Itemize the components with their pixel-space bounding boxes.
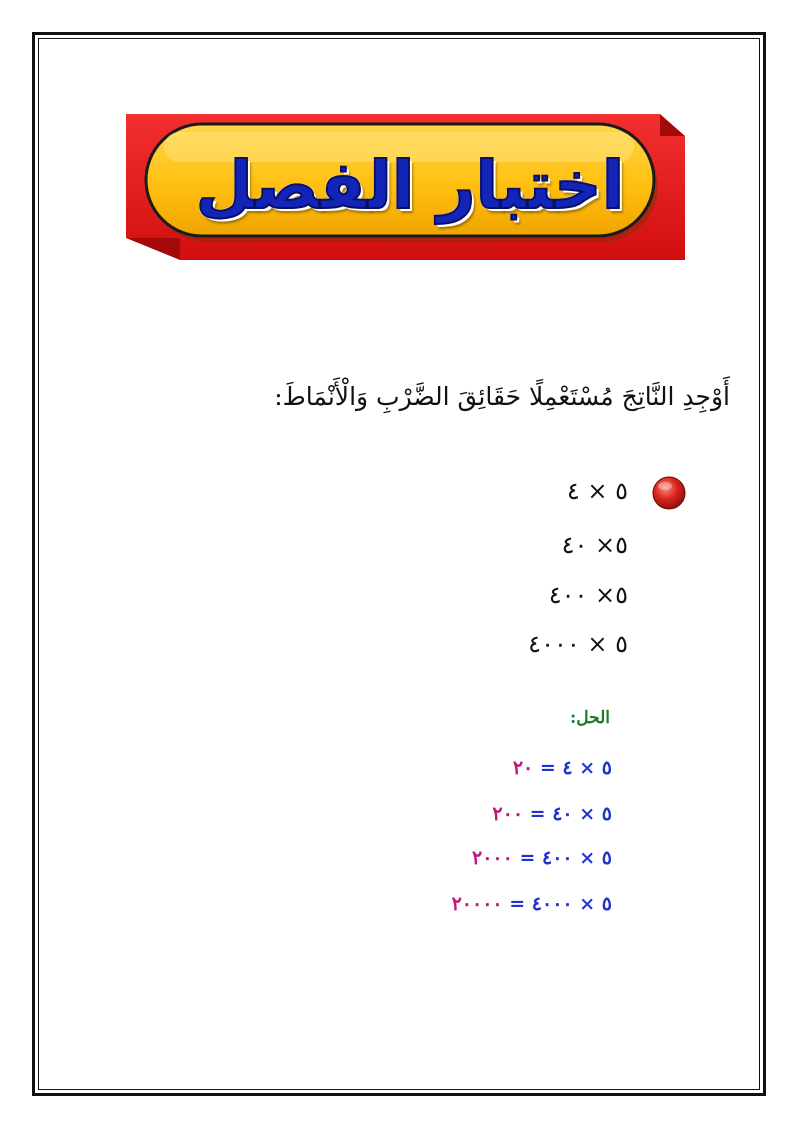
problem-line-2: ٥× ٤٠: [561, 531, 628, 559]
solution-line-4-result: ٢٠٠٠٠: [451, 893, 510, 915]
solution-line-1-expression: ٥ × ٤ =: [539, 757, 612, 779]
solution-line-3-result: ٢٠٠٠: [472, 847, 520, 869]
banner-title: اختبار الفصل: [195, 146, 625, 224]
solution-line-1-result: ٢٠: [512, 757, 540, 779]
solution-line-2: [492, 803, 612, 825]
solution-line-2-expression: ٥ × ٤٠ =: [529, 803, 612, 825]
problem-line-3: ٥× ٤٠٠: [548, 581, 628, 609]
solution-label: الحل:: [569, 708, 610, 728]
problem-line-4: ٥ × ٤٠٠٠: [528, 630, 628, 658]
solution-line-1: [513, 757, 612, 779]
solution-line-4-expression: ٥ × ٤٠٠٠ =: [509, 893, 612, 915]
red-circle-number-badge-icon: [652, 476, 686, 510]
solution-line-3: [472, 847, 612, 869]
instruction-text: أَوْجِدِ النَّاتِجَ مُسْتَعْمِلًا حَقَائِقَ الضَّرْبِ وَالْأَنْمَاطَ:: [274, 382, 730, 411]
solution-line-3-expression: ٥ × ٤٠٠ =: [519, 847, 612, 869]
solution-line-2-result: ٢٠٠: [492, 803, 530, 825]
solution-line-4: [452, 893, 612, 915]
problem-line-1: ٥ × ٤: [566, 477, 628, 505]
